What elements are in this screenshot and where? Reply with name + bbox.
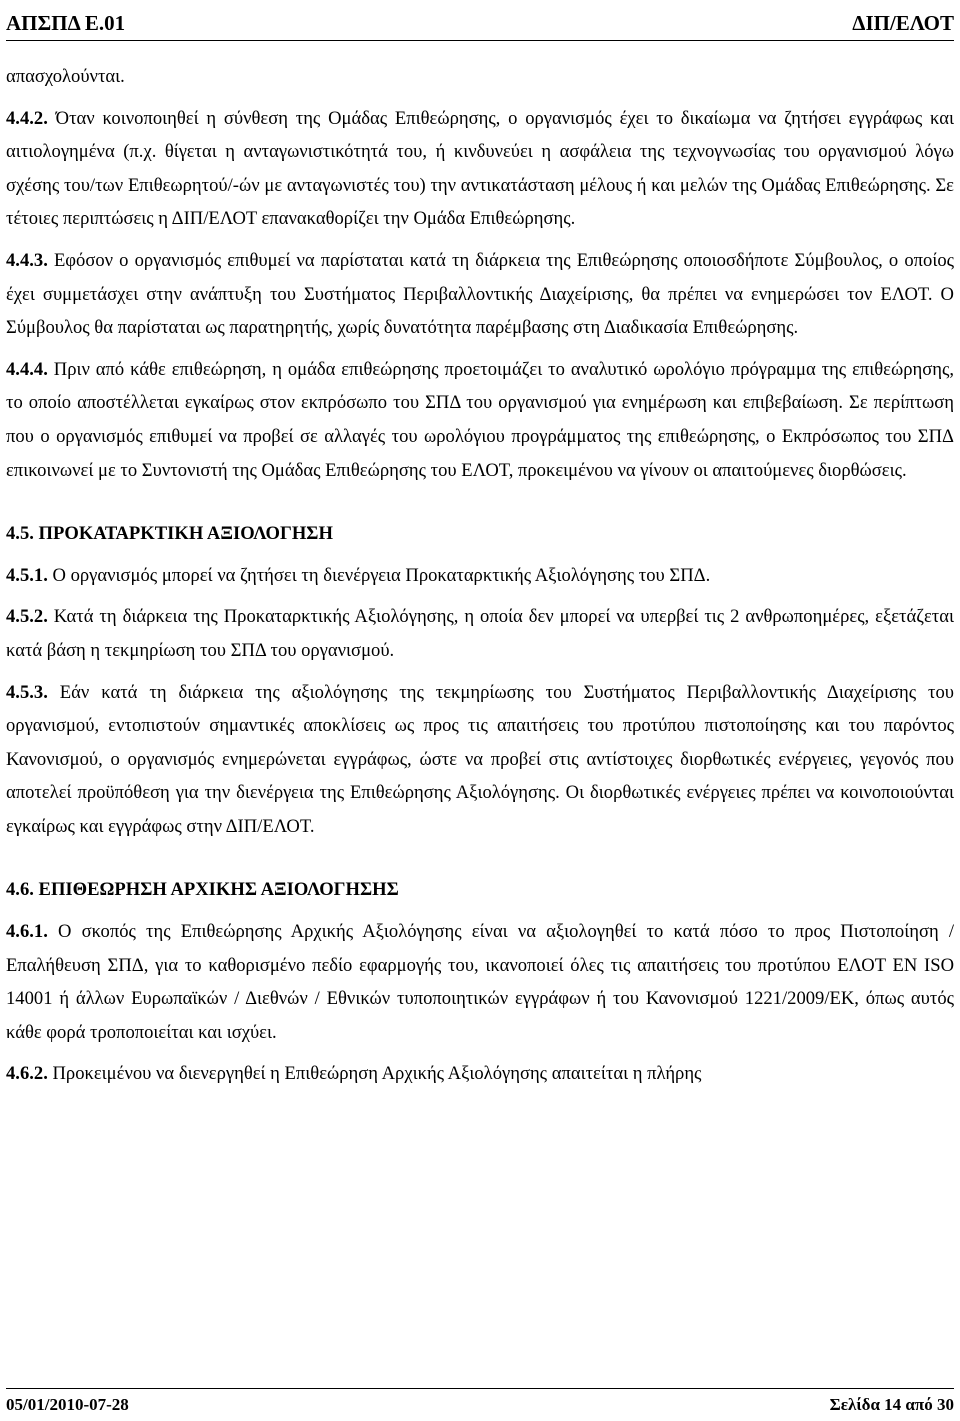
paragraph-4-4-2 xyxy=(6,102,954,236)
clause-text: Κατά τη διάρκεια της Προκαταρκτικής Αξιολόγησης, η οποία δεν μπορεί να υπερβεί τις 2 ανθρωποημέρες, εξετάζεται κατά βάση η τεκμηρίωση του ΣΠΔ του οργανισμού. xyxy=(6,606,954,661)
paragraph-4-5-3 xyxy=(6,676,954,844)
clause-number: 4.5.1. xyxy=(6,564,48,586)
paragraph-continuation: απασχολούνται. xyxy=(6,66,125,87)
clause-number: 4.4.3. xyxy=(6,249,48,271)
header-doc-code: ΑΠΣΠΔ Ε.01 xyxy=(6,11,126,35)
paragraph-4-5-2 xyxy=(6,600,954,667)
page-footer xyxy=(6,1388,954,1417)
paragraph-4-6-2 xyxy=(6,1057,954,1091)
header-organization: ΔΙΠ/ΕΛΟΤ xyxy=(852,11,954,35)
paragraph-4-6-1 xyxy=(6,915,954,1049)
page-header xyxy=(6,6,954,41)
clause-number: 4.6.1. xyxy=(6,921,48,943)
clause-number: 4.5.2. xyxy=(6,606,48,628)
clause-text: Όταν κοινοποιηθεί η σύνθεση της Ομάδας Επιθεώρησης, ο οργανισμός έχει το δικαίωμα να ζητήσει εγγράφως και αιτιολογημένα (π.χ. θίγεται η ανταγωνιστικότητά του, ή κινδυνεύει η ασφάλεια της τεχνογνωσίας του οργανισμού λόγω σχέσης του/των Επιθεωρητού/-ών με ανταγωνιστές του) την αντικατάσταση μέλους ή και μελών της Ομάδας Επιθεώρησης. Σε τέτοιες περιπτώσεις η ΔΙΠ/ΕΛΟΤ επανακαθορίζει την Ομάδα Επιθεώρησης. xyxy=(6,107,955,230)
clause-text: Ο σκοπός της Επιθεώρησης Αρχικής Αξιολόγησης είναι να αξιολογηθεί το κατά πόσο το προς Πιστοποίηση / Επαλήθευση ΣΠΔ, για το καθορισμένο πεδίο εφαρμογής του, ικανοποιεί όλες τις απαιτήσεις του προτύπου ΕΛΟΤ ΕΝ ISO 14001 ή άλλων Ευρωπαϊκών / Διεθνών / Εθνικών τυποποιητικών εγγράφων ή του Κανονισμού 1221/2009/ΕΚ, όπως αυτός κάθε φορά τροποποιείται και ισχύει. xyxy=(6,921,954,1043)
footer-page-number: Σελίδα 14 από 30 xyxy=(829,1395,954,1414)
paragraph-4-4-3 xyxy=(6,244,954,345)
clause-text: Εφόσον ο οργανισμός επιθυμεί να παρίσταται κατά τη διάρκεια της Επιθεώρησης οποιοσδήποτε Σύμβουλος, ο οποίος έχει συμμετάσχει στην ανάπτυξη του Συστήματος Περιβαλλοντικής Διαχείρισης, θα πρέπει να ενημερώσει τον ΕΛΟΤ. Ο Σύμβουλος θα παρίσταται ως παρατηρητής, χωρίς δυνατότητα παρέμβασης στη Διαδικασία Επιθεώρησης. xyxy=(6,249,954,339)
clause-number: 4.5.3. xyxy=(6,681,48,703)
clause-text: Εάν κατά τη διάρκεια της αξιολόγησης της τεκμηρίωσης του Συστήματος Περιβαλλοντικής Διαχείρισης του οργανισμού, εντοπιστούν σημαντικές αποκλίσεις ως προς τις απαιτήσεις του προτύπου πιστοποίησης και του παρόντος Κανονισμού, ο οργανισμός ενημερώνεται εγγράφως, ώστε να προβεί στις αντίστοιχες διορθωτικές ενέργειες, γεγονός που αποτελεί προϋπόθεση για την διενέργεια της Επιθεώρησης Αξιολόγησης. Οι διορθωτικές ενέργειες πρέπει να κοινοποιούνται εγκαίρως και εγγράφως στην ΔΙΠ/ΕΛΟΤ. xyxy=(6,681,955,837)
clause-text: Πριν από κάθε επιθεώρηση, η ομάδα επιθεώρησης προετοιμάζει το αναλυτικό ωρολόγιο πρόγραμμα της επιθεώρησης, το οποίο αποστέλλεται εγκαίρως στον εκπρόσωπο του ΣΠΔ του οργανισμού για ενημέρωση και επιβεβαίωση. Σε περίπτωση που ο οργανισμός επιθυμεί να προβεί σε αλλαγές του ωρολόγιου προγράμματος της επιθεώρησης, ο Εκπρόσωπος του ΣΠΔ επικοινωνεί με το Συντονιστή της Ομάδας Επιθεώρησης του ΕΛΟΤ, προκειμένου να γίνουν οι απαιτούμενες διορθώσεις. xyxy=(6,358,954,481)
clause-number: 4.6.2. xyxy=(6,1063,48,1085)
paragraph-4-4-4 xyxy=(6,353,954,487)
page-body xyxy=(6,60,954,1091)
clause-number: 4.4.4. xyxy=(6,358,48,380)
section-heading-4-5: 4.5. ΠΡΟΚΑΤΑΡΚΤΙΚΗ ΑΞΙΟΛΟΓΗΣΗ xyxy=(6,523,333,545)
footer-date-code: 05/01/2010-07-28 xyxy=(6,1395,129,1414)
paragraph-4-5-1 xyxy=(6,559,954,593)
clause-number: 4.4.2. xyxy=(6,107,48,129)
clause-text: Προκειμένου να διενεργηθεί η Επιθεώρηση Αρχικής Αξιολόγησης απαιτείται η πλήρης xyxy=(52,1063,702,1085)
clause-text: Ο οργανισμός μπορεί να ζητήσει τη διενέργεια Προκαταρκτικής Αξιολόγησης του ΣΠΔ. xyxy=(52,564,711,586)
section-heading-4-6: 4.6. ΕΠΙΘΕΩΡΗΣΗ ΑΡΧΙΚΗΣ ΑΞΙΟΛΟΓΗΣΗΣ xyxy=(6,879,399,901)
